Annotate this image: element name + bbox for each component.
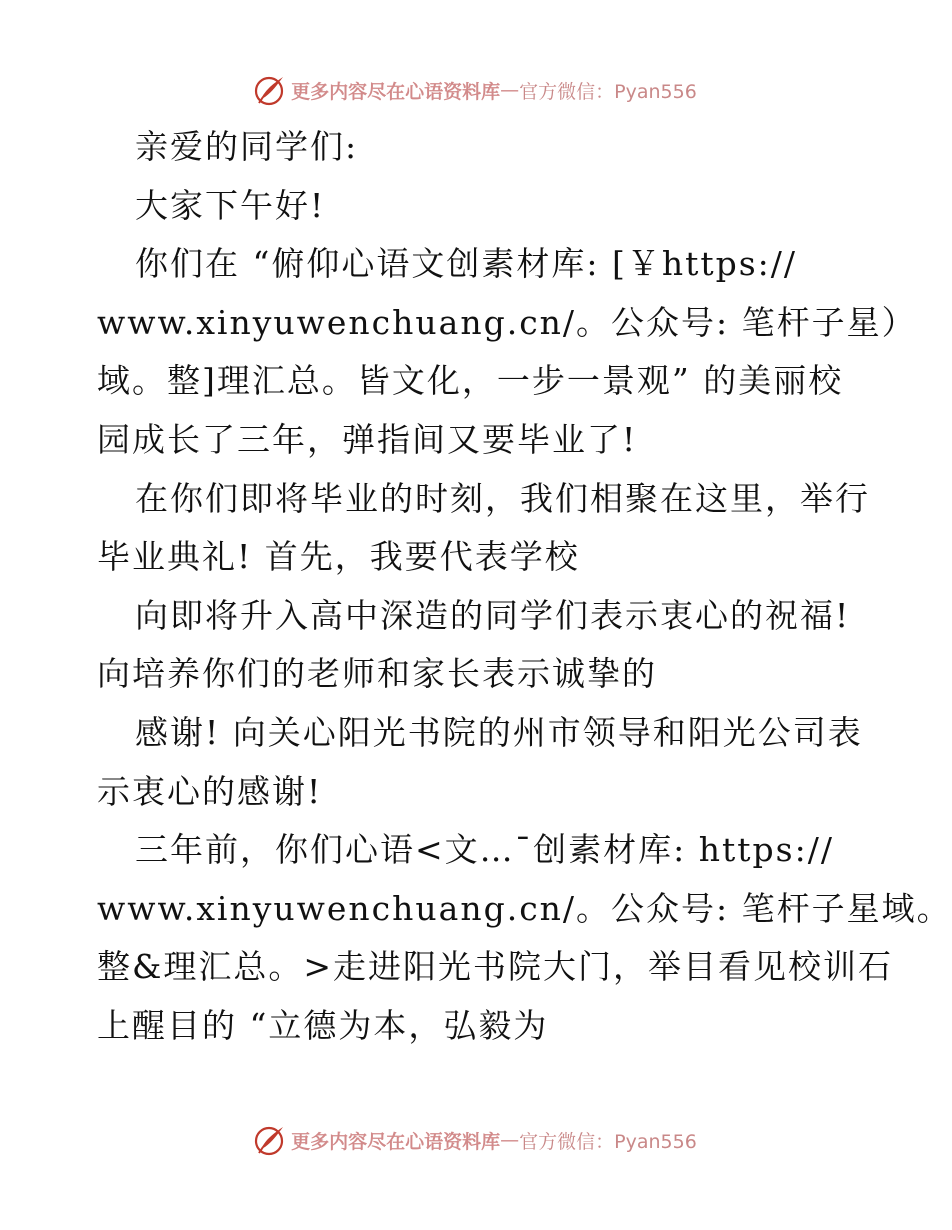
document-body — [97, 118, 952, 1056]
banner-text: 更多内容尽在心语资料库 — [291, 80, 501, 103]
text-line: 示衷心的感谢! — [97, 771, 323, 811]
text-line: 在你们即将毕业的时刻，我们相聚在这里，举行 — [135, 478, 870, 518]
text-line: www.xinyuwenchuang.cn/。公众号: 笔杆子星） — [97, 302, 917, 342]
banner-wechat: 官方微信：Pyan556 — [519, 1130, 697, 1153]
quill-pen-icon — [253, 1123, 287, 1157]
banner-text: 更多内容尽在心语资料库 — [291, 1130, 501, 1153]
quill-pen-icon — [253, 73, 287, 107]
text-line: 三年前，你们心语<文…¯创素材库: https:// — [135, 830, 834, 870]
text-line: 感谢! 向关心阳光书院的州市领导和阳光公司表 — [135, 712, 863, 752]
text-line: www.xinyuwenchuang.cn/。公众号: 笔杆子星域。 — [97, 888, 952, 928]
text-line: 亲爱的同学们: — [135, 127, 359, 166]
text-line: 你们在 “俯仰心语文创素材库: [￥https:// — [135, 244, 798, 284]
text-line: 园成长了三年，弹指间又要毕业了! — [97, 419, 638, 459]
banner-separator: — — [500, 79, 520, 101]
text-line: 整&理汇总。>走进阳光书院大门，举目看见校训石 — [97, 947, 894, 987]
header-watermark-banner — [0, 70, 950, 110]
text-line: 域。整]理汇总。皆文化，一步一景观” 的美丽校 — [97, 361, 844, 401]
text-line: 毕业典礼! 首先，我要代表学校 — [97, 537, 580, 577]
footer-watermark-banner — [0, 1120, 950, 1160]
text-line: 向即将升入高中深造的同学们表示衷心的祝福! — [135, 595, 851, 635]
text-line: 大家下午好! — [135, 185, 326, 225]
banner-wechat: 官方微信：Pyan556 — [519, 80, 697, 103]
text-line: 向培养你们的老师和家长表示诚挚的 — [97, 654, 657, 694]
text-line: 上醒目的 “立德为本，弘毅为 — [97, 1005, 549, 1045]
banner-separator: — — [500, 1129, 520, 1151]
